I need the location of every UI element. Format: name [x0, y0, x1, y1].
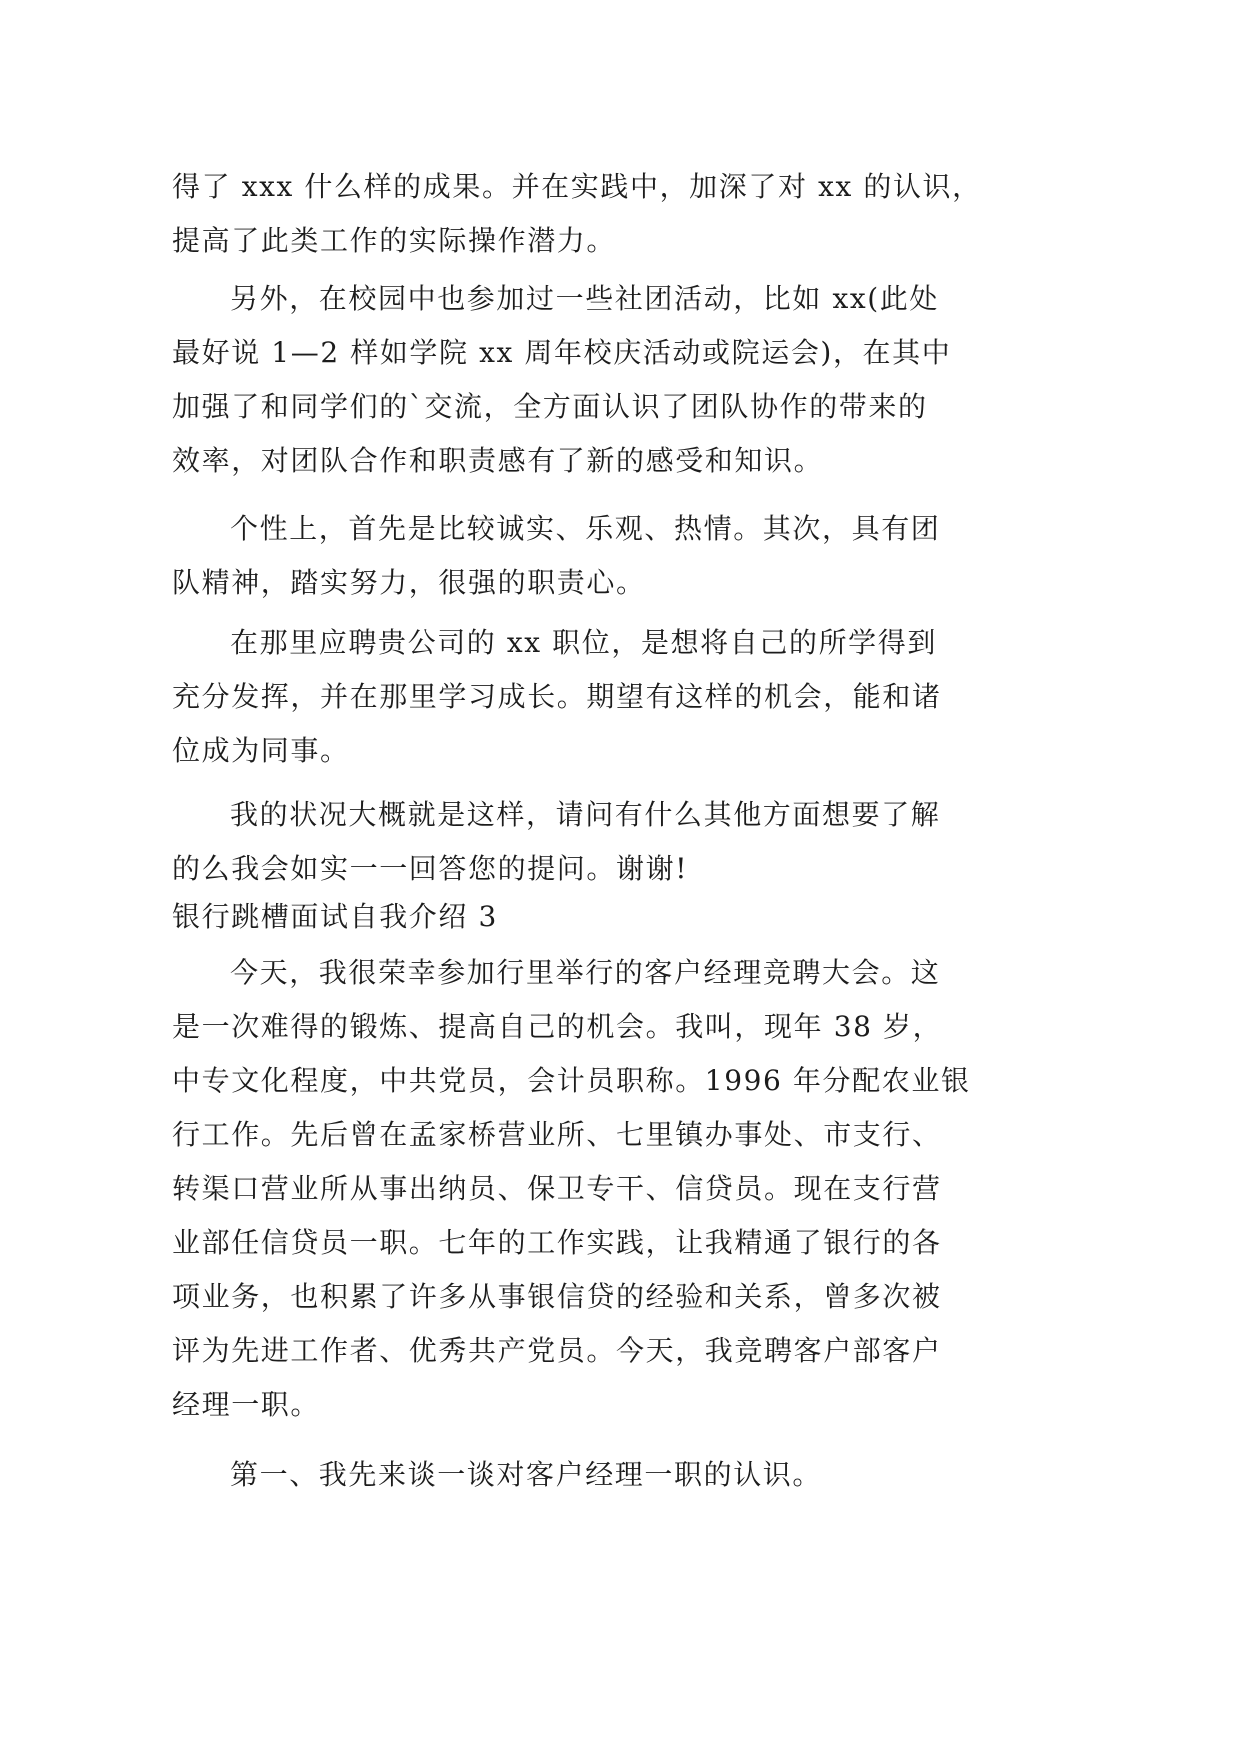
text-line: 队精神，踏实努力，很强的职责心。	[172, 566, 646, 599]
text-line: 位成为同事。	[172, 734, 350, 767]
text-line: 评为先进工作者、优秀共产党员。今天，我竞聘客户部客户	[172, 1334, 942, 1367]
text-line: 得了 xxx 什么样的成果。并在实践中，加深了对 xx 的认识，	[172, 170, 982, 203]
paragraph	[172, 502, 1072, 610]
text-line: 今天，我很荣幸参加行里举行的客户经理竞聘大会。这	[230, 956, 941, 989]
paragraph	[172, 788, 1072, 896]
text-line: 充分发挥，并在那里学习成长。期望有这样的机会，能和诸	[172, 680, 942, 713]
text-line: 业部任信贷员一职。七年的工作实践，让我精通了银行的各	[172, 1226, 942, 1259]
paragraph	[172, 1448, 1072, 1502]
text-line: 经理一职。	[172, 1388, 321, 1421]
text-line: 最好说 1—2 样如学院 xx 周年校庆活动或院运会)，在其中	[172, 336, 952, 369]
paragraph	[172, 272, 1072, 488]
text-line: 另外，在校园中也参加过一些社团活动，比如 xx(此处	[230, 282, 940, 315]
text-line: 的么我会如实一一回答您的提问。谢谢!	[172, 852, 689, 885]
text-line: 个性上，首先是比较诚实、乐观、热情。其次，具有团	[230, 512, 941, 545]
text-line: 提高了此类工作的实际操作潜力。	[172, 224, 617, 257]
paragraph	[172, 616, 1072, 778]
heading-text: 银行跳槽面试自我介绍 3	[172, 900, 498, 933]
section-heading	[172, 890, 1072, 944]
text-line: 我的状况大概就是这样，请问有什么其他方面想要了解	[230, 798, 941, 831]
text-line: 加强了和同学们的`交流，全方面认识了团队协作的带来的	[172, 390, 928, 423]
text-line: 效率，对团队合作和职责感有了新的感受和知识。	[172, 444, 824, 477]
text-line: 第一、我先来谈一谈对客户经理一职的认识。	[230, 1458, 823, 1491]
text-line: 是一次难得的锻炼、提高自己的机会。我叫，现年 38 岁，	[172, 1010, 943, 1043]
paragraph	[172, 160, 1072, 268]
text-line: 在那里应聘贵公司的 xx 职位，是想将自己的所学得到	[230, 626, 937, 659]
paragraph	[172, 946, 1072, 1432]
text-line: 转渠口营业所从事出纳员、保卫专干、信贷员。现在支行营	[172, 1172, 942, 1205]
text-line: 项业务，也积累了许多从事银信贷的经验和关系，曾多次被	[172, 1280, 942, 1313]
text-line: 行工作。先后曾在孟家桥营业所、七里镇办事处、市支行、	[172, 1118, 942, 1151]
text-line: 中专文化程度，中共党员，会计员职称。1996 年分配农业银	[172, 1064, 971, 1097]
